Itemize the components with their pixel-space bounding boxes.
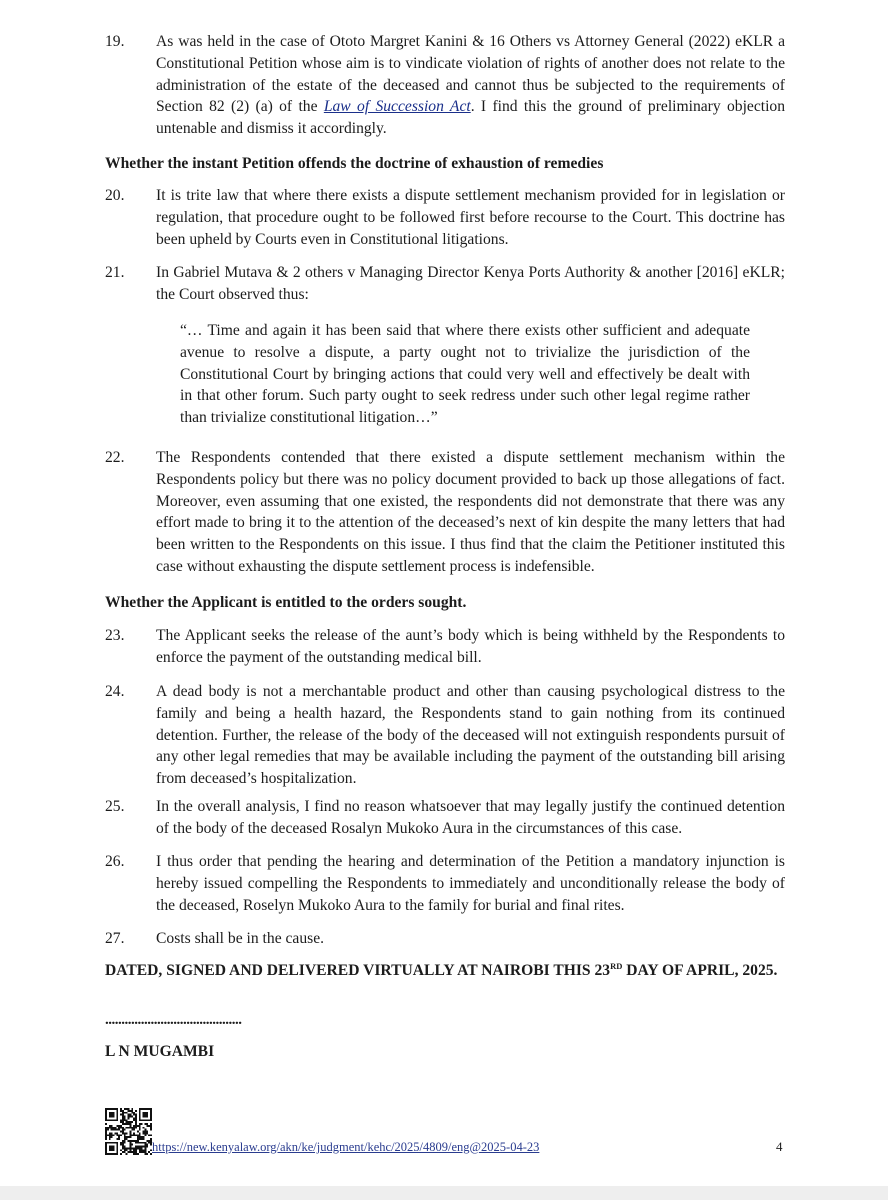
paragraph-text: I thus order that pending the hearing and determination of the Petition a mandatory injunction is hereby issued compelling the Respondents to immediately and unconditionally release the body of the deceased, Roselyn Mukoko Aura to the family for burial and final rites. bbox=[156, 853, 785, 914]
paragraph-number: 27. bbox=[105, 930, 125, 947]
paragraph-20 bbox=[105, 185, 785, 250]
paragraph-26 bbox=[105, 851, 785, 916]
paragraph-text: In Gabriel Mutava & 2 others v Managing Director Kenya Ports Authority & another [2016] eKLR; the Court observed thus: bbox=[156, 264, 785, 303]
paragraph-text: Costs shall be in the cause. bbox=[156, 930, 325, 947]
page-number: 4 bbox=[776, 1139, 783, 1154]
viewer-bottom-bar bbox=[0, 1186, 888, 1200]
paragraph-25 bbox=[105, 796, 785, 840]
paragraph-text: It is trite law that where there exists a dispute settlement mechanism provided for in legislation or regulation, that procedure ought to be followed first before recourse to the Court. This doctrine has been upheld by Courts even in Constitutional litigations. bbox=[156, 187, 785, 248]
paragraph-19 bbox=[105, 31, 785, 140]
paragraph-24 bbox=[105, 681, 785, 790]
judgment-url-link[interactable]: https://new.kenyalaw.org/akn/ke/judgment/kehc/2025/4809/eng@2025-04-23 bbox=[152, 1140, 540, 1154]
ordinal-suffix: RD bbox=[610, 961, 623, 971]
paragraph-23 bbox=[105, 625, 785, 669]
paragraph-text: The Applicant seeks the release of the aunt’s body which is being withheld by the Respondents to enforce the payment of the outstanding medical bill. bbox=[156, 627, 785, 666]
paragraph-text: A dead body is not a merchantable product and other than causing psychological distress to the family and being a health hazard, the Respondents stand to gain nothing from its continued detention. Further, the release of the body of the deceased will not extinguish respondents pursuit of any other legal remedies that may be available including the payment of the outstanding bill arising from deceased’s hospitalization. bbox=[156, 683, 785, 788]
law-of-succession-act-link[interactable]: Law of Succession Act bbox=[323, 98, 471, 116]
qr-code-icon bbox=[105, 1108, 152, 1155]
paragraph-text: The Respondents contended that there existed a dispute settlement mechanism within the Respondents policy but there was no policy document provided to back up those allegations of fact. Moreover, even assuming that one existed, the respondents did not demonstrate that there was any effort made to bring it to the attention of the deceased’s next of kin despite the many letters that had been written to the Respondents on this issue. I thus find that the claim the Petitioner instituted this case without exhausting the dispute settlement process is indefensible. bbox=[156, 449, 785, 575]
block-quote: “… Time and again it has been said that where there exists other sufficient and adequate avenue to resolve a dispute, a party ought not to trivialize the jurisdiction of the Constitutional Court by bringing actions that could very well and effectively be dealt with in that other forum. Such party ought to seek redress under such other legal regime rather than trivialize constitutional litigation…” bbox=[180, 322, 750, 427]
paragraph-number: 26. bbox=[105, 853, 125, 870]
paragraph-number: 25. bbox=[105, 798, 125, 815]
dated-signed-statement: DATED, SIGNED AND DELIVERED VIRTUALLY AT NAIROBI THIS 23RD DAY OF APRIL, 2025. bbox=[105, 961, 778, 979]
paragraph-text: In the overall analysis, I find no reason whatsoever that may legally justify the continued detention of the body of the deceased Rosalyn Mukoko Aura in the circumstances of this case. bbox=[156, 798, 785, 837]
signature-line: .......................................... bbox=[105, 1012, 242, 1028]
section-heading-orders: Whether the Applicant is entitled to the orders sought. bbox=[105, 594, 467, 611]
paragraph-number: 21. bbox=[105, 264, 125, 281]
paragraph-number: 19. bbox=[105, 33, 125, 50]
paragraph-22 bbox=[105, 447, 785, 578]
paragraph-number: 23. bbox=[105, 627, 125, 644]
paragraph-21 bbox=[105, 262, 785, 306]
paragraph-number: 24. bbox=[105, 683, 125, 700]
section-heading-exhaustion: Whether the instant Petition offends the doctrine of exhaustion of remedies bbox=[105, 155, 604, 172]
paragraph-text: As was held in the case of Ototo Margret Kanini & 16 Others vs Attorney General (2022) eKLR a Constitutional Petition whose aim is to vindicate violation of rights of another does not relate to the administration of the estate of the deceased and cannot thus be subjected to the requirements of Section 82 (2) (a) of the Law of Succession Act. I find this the ground of preliminary objection untenable and dismiss it accordingly. bbox=[156, 33, 786, 138]
paragraph-number: 22. bbox=[105, 449, 125, 466]
judge-name: L N MUGAMBI bbox=[105, 1043, 215, 1060]
paragraph-27 bbox=[105, 928, 785, 950]
paragraph-number: 20. bbox=[105, 187, 125, 204]
